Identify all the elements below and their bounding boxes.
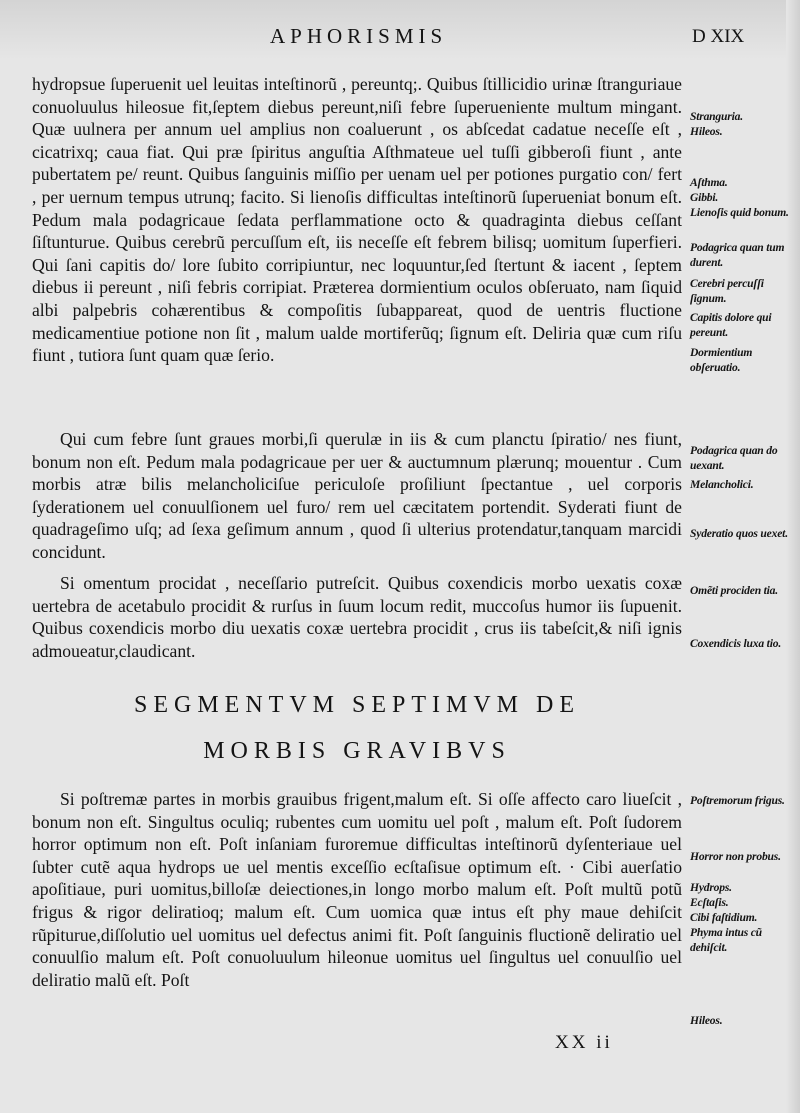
marginal-note: Aſthma. <box>690 176 728 189</box>
footer-signature: XX ii <box>555 1032 613 1053</box>
page-signature: D XIX <box>692 26 745 47</box>
paragraph: Si omentum procidat , neceſſario putreſcit. Quibus coxendicis morbo uexatis coxæ uertebra de acetabulo procidit & rurſus in ſuum locum redit, muccoſus humor iis ſupuenit. Quibus coxendicis morbo diu uexatis coxæ uertebra procidit , crus iis tabeſcit,& niſi ignis admoueatur,claudicant. <box>32 573 682 661</box>
marginal-note: Dormientium obſeruatio. <box>690 346 753 374</box>
marginal-note: Cibi faſtidium. <box>690 911 758 924</box>
marginal-note: Capitis dolore qui pereunt. <box>690 311 772 339</box>
marginal-note: Melancholici. <box>690 478 754 491</box>
marginal-note: Poſtremorum frigus. <box>690 794 785 807</box>
marginal-note: Horror non probus. <box>690 850 781 863</box>
marginal-note: Syderatio quos uexet. <box>690 527 788 540</box>
marginal-note: Hydrops. <box>690 881 732 894</box>
marginal-note: Ecſtaſis. <box>690 896 729 909</box>
marginal-note: Hileos. <box>690 125 723 138</box>
marginal-note: Coxendicis luxa tio. <box>690 637 782 650</box>
marginal-note: Omẽti prociden tia. <box>690 584 778 597</box>
marginal-note: Lienoſis quid bonum. <box>690 206 789 219</box>
marginal-note: Cerebri percuſſi ſignum. <box>690 277 764 305</box>
marginal-note: Podagrica quan do uexant. <box>690 444 778 472</box>
running-head: APHORISMIS <box>270 24 448 48</box>
section-heading-line-2: MORBIS GRAVIBVS <box>203 738 511 764</box>
section-heading-line-1: SEGMENTVM SEPTIMVM DE <box>133 692 580 718</box>
paragraph: hydropsue ſuperuenit uel leuitas inteſtinorũ , pereuntq;. Quibus ſtillicidio urinæ ſtranguriaue conuoluulus hileosue fit,ſeptem diebus pereunt,niſi febre ſuperueniente multum mingant. Quæ uulnera per annum uel amplius non coaluerunt , os abſcedat cadatue neceſſe eſt , cicatrixq; caua fiat. Qui præ ſpiritus anguſtia Aſthmateue uel tuſſi gibberoſi fiunt , ante pubertatem pe/ reunt. Quibus ſanguinis miſſio per uenam uel per potiones purgatio con/ fert , per uernum tempus utrunq; facito. Si lienoſis difficultas inteſtinorũ ſuperueniat bonum eſt. Pedum mala podagricaue ſedata perflammatione octo & quadraginta diebus ceſſant ſiſtunturue. Quibus cerebrũ percuſſum eſt, iis neceſſe eſt febrem bilisq; uomitum ſuperfieri. Qui ſani capitis do/ lore ſubito corripiuntur, nec loquuntur,ſed ſtertunt & iacent , ſeptem diebus ii pereunt , niſi febris corripiat. Præterea dormientium oculos obſeruato, nam ſiquid albi palpebris cohærentibus & compoſitis ſubappareat, quod de uentris fluctione medicamentiue potione non ſit , malum ualde mortiferũq; ſignum eſt. Deliria quæ cum riſu fiunt , tutiora ſunt quam quæ ſerio. <box>32 74 682 366</box>
aphorism-block-d <box>32 788 682 991</box>
paragraph: Si poſtremæ partes in morbis grauibus frigent,malum eſt. Si oſſe affecto caro liueſcit , bonum non eſt. Singultus oculiq; rubentes cum uomitu uel poſt , malum eſt. Poſt ſudorem horror optimum non eſt. Poſt inſaniam furoremue difficultas inteſtinorũ dyſenteriaue uel ſubter cutẽ aqua hydrops ue uel mentis exceſſio ecſtaſisue optimum eſt. · Cibi auerſatio apoſitiaue, puri uomitus,billoſæ deiectiones,in longo morbo malum eſt. Poſt multũ potũ frigus & rigor deliratioq; malum eſt. Cum uomica quæ intus eſt phy maue dehiſcit rũpiturue,diſſolutio uel uomitus uel defectus animi fit. Poſt ſanguinis fluctionẽ deliratio uel conuulſio malum eſt. Poſt conuoluulum hileonue uomitus uel ſingultus uel conuulſio uel deliratio malũ eſt. Poſt <box>32 789 682 990</box>
marginal-note: Hileos. <box>690 1014 723 1027</box>
paragraph: Qui cum febre ſunt graues morbi,ſi querulæ in iis & cum planctu ſpiratio/ nes fiunt, bonum non eſt. Pedum mala podagricaue per uer & auctumnum plærunq; mouentur . Cum morbis atræ bilis melancholiciſue periculoſe proſiliunt ſpectantue , uel corporis ſyderationem uel conuulſionem uel furo/ rem uel cæcitatem portendit. Syderati fiunt de quadrageſimo uſq; ad ſexa geſimum annum , quod ſi ulterius protendatur,tanquam marcidi concidunt. <box>32 429 682 562</box>
marginal-note: Podagrica quan tum durent. <box>690 241 785 269</box>
aphorism-block-a <box>32 73 682 367</box>
aphorism-block-b <box>32 428 682 564</box>
marginal-note: Gibbi. <box>690 191 719 204</box>
marginal-note: Phyma intus cũ dehiſcit. <box>690 926 762 954</box>
marginal-note: Stranguria. <box>690 110 743 123</box>
aphorism-block-c <box>32 572 682 662</box>
